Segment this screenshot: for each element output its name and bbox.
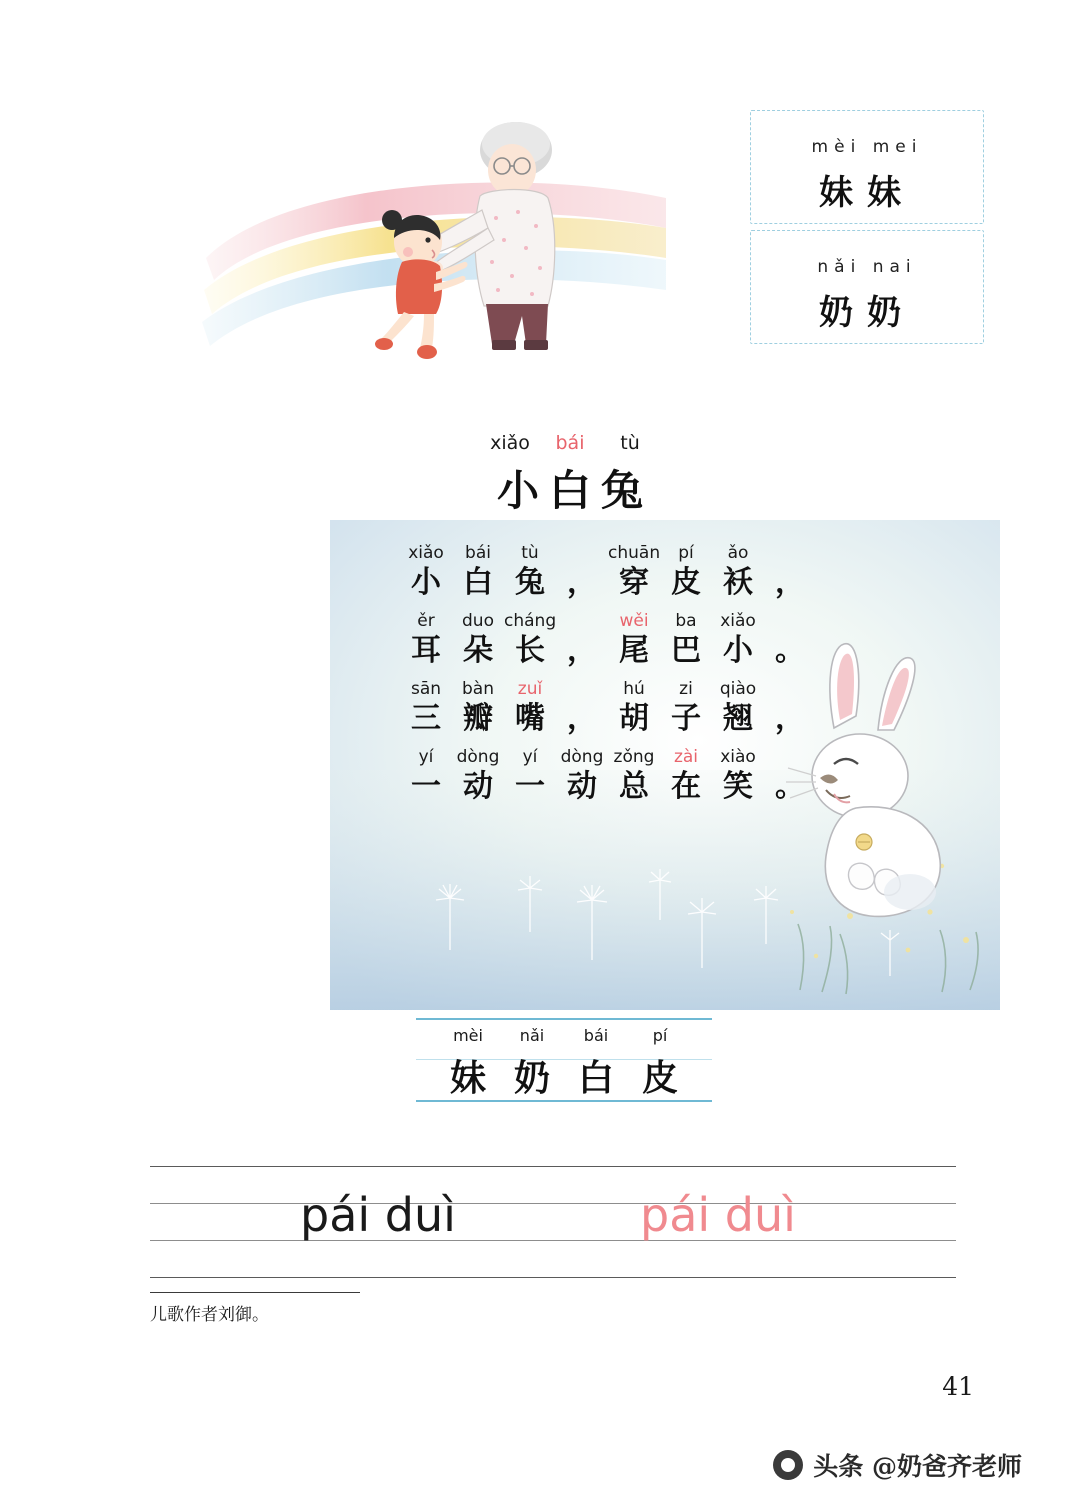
poem-line-hanzi	[400, 768, 820, 806]
hanzi-character: 耳	[411, 633, 441, 668]
strip-pinyin-syllable: pí	[652, 1026, 668, 1045]
hanzi-character: 一	[411, 769, 441, 804]
poem-body	[400, 542, 820, 814]
pinyin-syllable: pí	[678, 543, 694, 563]
poem-line-pinyin	[400, 746, 820, 768]
poem-title-pinyin	[440, 432, 700, 454]
toutiao-logo-icon	[773, 1450, 803, 1480]
hanzi-character: 瓣	[463, 701, 493, 736]
illustration-svg	[196, 108, 676, 388]
strip-pinyin-syllable: bái	[583, 1026, 609, 1045]
strip-hanzi-row	[416, 1050, 712, 1101]
poem-line	[400, 542, 820, 602]
pinyin-syllable: bàn	[462, 679, 494, 699]
vocabulary-pinyin: mèi mei	[811, 137, 923, 157]
hanzi-character: 在	[671, 769, 701, 804]
pinyin-syllable: yí	[522, 747, 538, 767]
pinyin-syllable: tù	[521, 543, 539, 563]
pinyin-syllable: dòng	[560, 747, 604, 767]
vocabulary-card	[750, 230, 984, 344]
hanzi-character: 嘴	[515, 701, 545, 736]
hanzi-character: 皮	[671, 565, 701, 600]
vocabulary-hanzi: 妹妹	[819, 173, 915, 213]
pinyin-syllable: zài	[673, 747, 699, 767]
pinyin-syllable: wěi	[619, 611, 649, 631]
pinyin-syllable: ba	[675, 611, 697, 631]
writing-line-third	[150, 1240, 956, 1241]
poem-title-pinyin-syllable: tù	[620, 432, 640, 454]
hanzi-character: 子	[671, 701, 701, 736]
writing-line-top	[150, 1166, 956, 1167]
hanzi-character: 笑	[723, 769, 753, 804]
hanzi-character: 朵	[463, 633, 493, 668]
watermark-text: 头条 @奶爸齐老师	[813, 1452, 1022, 1481]
poem-line-hanzi	[400, 632, 820, 670]
pinyin-syllable: zuǐ	[517, 679, 543, 699]
hanzi-character: ，	[775, 565, 805, 600]
poem-line-pinyin	[400, 678, 820, 700]
strip-hanzi-character: 白	[577, 1057, 614, 1099]
vocabulary-panel	[750, 110, 990, 350]
poem-line-pinyin	[400, 610, 820, 632]
strip-hanzi-character: 皮	[641, 1057, 678, 1099]
hanzi-character: ，	[567, 633, 597, 668]
hanzi-character: 兔	[515, 565, 545, 600]
pinyin-syllable: chuān	[608, 543, 661, 563]
poem-line-hanzi	[400, 564, 820, 602]
strip-pinyin-syllable: nǎi	[519, 1026, 545, 1045]
pinyin-syllable: ěr	[417, 611, 435, 631]
pinyin-syllable: xiǎo	[408, 543, 444, 563]
hanzi-character: ，	[567, 701, 597, 736]
strip-hanzi-character: 奶	[513, 1057, 550, 1099]
hanzi-character: 三	[411, 701, 441, 736]
pinyin-syllable: cháng	[504, 611, 557, 631]
pinyin-syllable: zǒng	[613, 747, 655, 767]
hanzi-character: 。	[775, 769, 805, 804]
page-number: 41	[942, 1372, 974, 1401]
poem-title-pinyin-syllable: bái	[555, 432, 585, 454]
hanzi-character: ，	[567, 565, 597, 600]
pinyin-syllable: dòng	[456, 747, 500, 767]
vocabulary-card	[750, 110, 984, 224]
hanzi-character: 一	[515, 769, 545, 804]
poem-title	[440, 432, 700, 518]
hanzi-character: 尾	[619, 633, 649, 668]
hanzi-character: ，	[775, 701, 805, 736]
hanzi-character: 小	[723, 633, 753, 668]
pinyin-syllable: bái	[465, 543, 491, 563]
hanzi-character: 小	[411, 565, 441, 600]
grandmother-and-girl-illustration	[196, 108, 676, 388]
poem-title-hanzi: 小白兔	[496, 466, 653, 515]
vocabulary-hanzi: 奶奶	[819, 293, 915, 333]
hanzi-character: 袄	[723, 565, 753, 600]
hanzi-character: 翘	[723, 701, 753, 736]
writing-line-bottom	[150, 1277, 956, 1278]
footnote-text: 儿歌作者刘御。	[150, 1305, 269, 1325]
vocabulary-pinyin: nǎi nai	[817, 257, 917, 277]
pinyin-syllable: hú	[623, 679, 645, 699]
poem-line-hanzi	[400, 700, 820, 738]
pinyin-syllable: ǎo	[727, 543, 749, 563]
hanzi-character: 动	[463, 769, 493, 804]
hanzi-character: 白	[463, 565, 493, 600]
poem-line	[400, 678, 820, 738]
pinyin-syllable: zi	[679, 679, 693, 699]
pinyin-writing-lines	[150, 1166, 956, 1278]
hanzi-character: 穿	[619, 565, 649, 600]
hanzi-character: 胡	[619, 701, 649, 736]
footnote-divider	[150, 1292, 360, 1293]
strip-hanzi-character: 妹	[449, 1057, 486, 1099]
pinyin-syllable: xiǎo	[720, 611, 756, 631]
poem-title-pinyin-syllable: xiǎo	[490, 432, 530, 454]
hanzi-character: 长	[515, 633, 545, 668]
character-practice-strip	[416, 1018, 712, 1102]
written-word-trace: pái duì	[640, 1188, 796, 1242]
pinyin-syllable: duo	[462, 611, 494, 631]
pinyin-syllable: yí	[418, 747, 434, 767]
hanzi-character: 总	[619, 769, 649, 804]
strip-pinyin-row	[416, 1026, 712, 1045]
hanzi-character: 。	[775, 633, 805, 668]
pinyin-syllable: xiào	[720, 747, 756, 767]
written-word-model: pái duì	[300, 1188, 456, 1242]
poem-line	[400, 746, 820, 806]
poem-line	[400, 610, 820, 670]
writing-line-second	[150, 1203, 956, 1204]
pinyin-syllable: qiào	[719, 679, 757, 699]
poem-line-pinyin	[400, 542, 820, 564]
pinyin-syllable: sān	[410, 679, 442, 699]
hanzi-character: 动	[567, 769, 597, 804]
watermark	[773, 1447, 1022, 1483]
strip-pinyin-syllable: mèi	[453, 1026, 483, 1045]
hanzi-character: 巴	[671, 633, 701, 668]
